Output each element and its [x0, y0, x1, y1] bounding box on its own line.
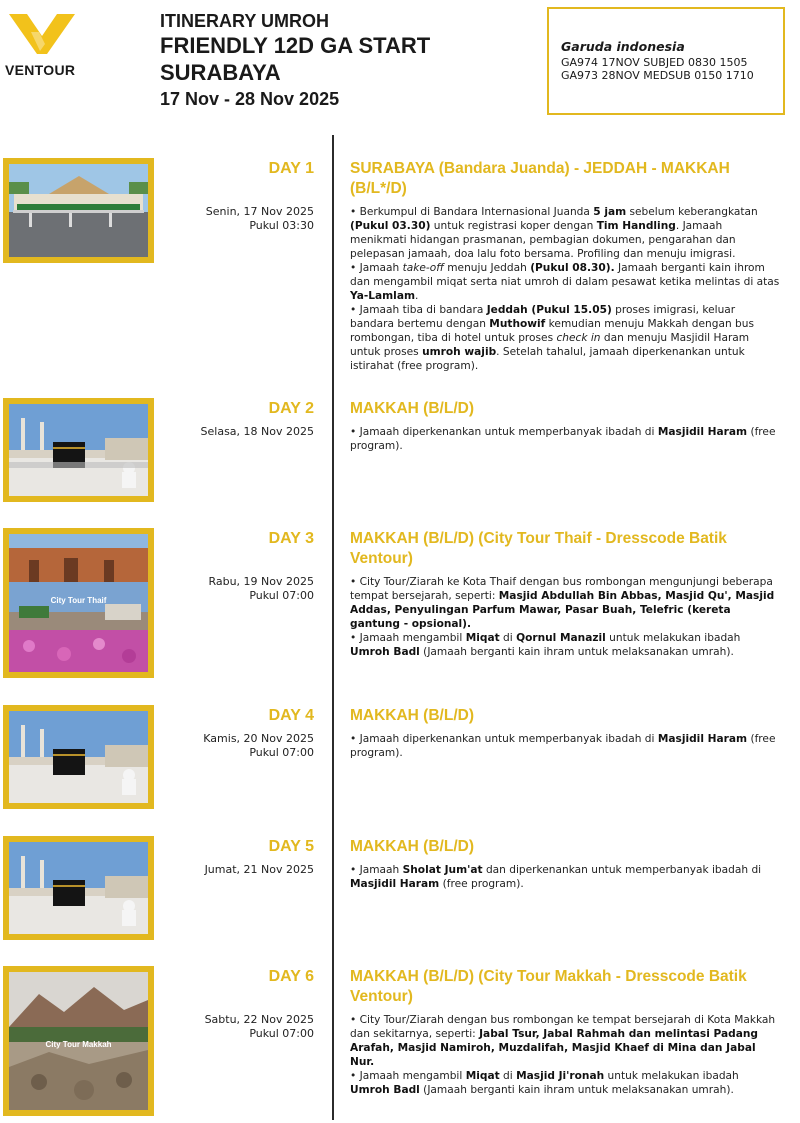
day-date	[201, 425, 314, 439]
text-run: untuk registrasi koper dengan	[430, 220, 597, 232]
text-run: • Berkumpul di Bandara Internasional Juanda	[350, 206, 594, 218]
kaaba-image	[9, 404, 148, 496]
day-date	[205, 863, 314, 877]
text-run: • City Tour/Ziarah dengan bus rombongan ke tempat bersejarah di Kota Makkah dan sekitarnya, seperti:	[350, 1014, 776, 1040]
description-paragraph	[350, 631, 780, 659]
title-line-2: FRIENDLY 12D GA START	[160, 33, 431, 58]
day-title: MAKKAH (B/L/D) (City Tour Makkah - Dresscode Batik Ventour)	[350, 968, 747, 1005]
text-run: dan diperkenankan untuk memperbanyak ibadah di	[482, 864, 762, 876]
description-paragraph	[350, 303, 780, 373]
text-run: proses imigrasi, keluar bandara bertemu dengan	[350, 304, 736, 330]
text-run: . Jamaah menikmati hidangan prasmanan, pembagian dokumen, pengarahan dan pelepasan jamaah, doa lalu foto bersama. Profiling dan menuju imigrasi.	[350, 220, 736, 260]
bold-text: Ya-Lamlam	[350, 290, 415, 302]
date-text: Kamis, 20 Nov 2025	[203, 732, 314, 745]
italic-text: take-off	[402, 262, 444, 274]
day-title: MAKKAH (B/L/D)	[350, 838, 474, 855]
text-run: di	[499, 632, 517, 644]
text-run: dan menuju Masjidil Haram untuk proses	[350, 332, 750, 358]
text-run: • Jamaah diperkenankan untuk memperbanyak ibadah di	[350, 733, 658, 745]
photo-caption: City Tour Thaif	[50, 596, 107, 605]
date-text: Selasa, 18 Nov 2025	[200, 425, 314, 438]
text-run: di	[499, 1070, 517, 1082]
day-photo	[3, 705, 154, 809]
day-content	[350, 529, 780, 659]
day-content	[350, 837, 780, 891]
kaaba-image	[9, 711, 148, 803]
text-run: • City Tour/Ziarah ke Kota Thaif dengan bus rombongan mengunjungi beberapa tempat bersejarah, seperti:	[350, 576, 773, 602]
day-label: DAY 5	[268, 838, 314, 855]
time-text: Pukul 07:00	[249, 1027, 314, 1040]
thaif-photo	[9, 534, 148, 672]
kaaba-photo	[9, 404, 148, 496]
text-run: untuk melakukan ibadah	[604, 1070, 739, 1082]
description-paragraph	[350, 425, 780, 453]
description-paragraph	[350, 205, 780, 261]
time-text: Pukul 03:30	[249, 219, 314, 232]
date-text: Jumat, 21 Nov 2025	[204, 863, 314, 876]
ventour-v-mark-icon	[9, 14, 75, 60]
day-label: DAY 2	[268, 400, 314, 417]
bold-text: Sholat Jum'at	[402, 864, 483, 876]
italic-text: check in	[556, 332, 601, 344]
text-run: .	[415, 290, 419, 302]
bold-text: Masjidil Haram	[657, 733, 748, 745]
text-run: menuju Jeddah	[443, 262, 531, 274]
day-photo	[3, 528, 154, 678]
day-photo	[3, 836, 154, 940]
day-content	[350, 967, 780, 1097]
kaaba-photo	[9, 842, 148, 934]
text-run: • Jamaah tiba di bandara	[350, 304, 487, 316]
logo-text: VENTOUR	[5, 62, 76, 78]
bold-text: Miqat	[465, 1070, 500, 1082]
airport-photo	[9, 164, 148, 257]
day-photo	[3, 158, 154, 263]
day-date	[203, 732, 314, 760]
kaaba-photo	[9, 711, 148, 803]
day-date	[206, 205, 314, 233]
text-run: (free program).	[439, 878, 524, 890]
bold-text: Jeddah (Pukul 15.05)	[486, 304, 612, 316]
bold-text: Masjid Ji'ronah	[516, 1070, 605, 1082]
date-text: Rabu, 19 Nov 2025	[208, 575, 314, 588]
day-date	[205, 1013, 314, 1041]
title-line-1: ITINERARY UMROH	[160, 11, 330, 31]
text-run: • Jamaah mengambil	[350, 632, 466, 644]
description-paragraph	[350, 863, 780, 891]
day-title: MAKKAH (B/L/D)	[350, 707, 474, 724]
time-text: Pukul 07:00	[249, 589, 314, 602]
flight-info-box	[547, 7, 785, 115]
bold-text: Miqat	[465, 632, 500, 644]
title-line-3: SURABAYA	[160, 60, 281, 85]
bold-text: Masjidil Haram	[350, 878, 440, 890]
bold-text: (Pukul 03.30)	[350, 220, 431, 232]
day-title: SURABAYA (Bandara Juanda) - JEDDAH - MAKKAH (B/L*/D)	[350, 160, 730, 197]
day-photo	[3, 966, 154, 1116]
day-label: DAY 1	[268, 160, 314, 177]
timeline-divider	[332, 135, 334, 1120]
outbound-flight: GA974 17NOV SUBJED 0830 1505	[561, 56, 748, 69]
day-label: DAY 4	[268, 707, 314, 724]
day-description	[350, 732, 780, 760]
bold-text: Jabal Tsur, Jabal Rahmah dan melintasi Padang Arafah, Masjid Namiroh, Muzdalifah, Masjid Khaef di Mina dan Jabal Nur.	[350, 1028, 759, 1068]
bold-text: Muthowif	[489, 318, 546, 330]
time-text: Pukul 07:00	[249, 746, 314, 759]
day-label: DAY 6	[268, 968, 314, 985]
text-run: sebelum keberangkatan	[626, 206, 758, 218]
description-paragraph	[350, 1013, 780, 1069]
juanda-airport-image	[9, 164, 148, 257]
day-description	[350, 205, 780, 373]
day-content	[350, 159, 780, 373]
text-run: . Setelah tahalul, jamaah diperkenankan untuk istirahat (free program).	[350, 346, 745, 372]
bold-text: Umroh Badl	[350, 1084, 420, 1096]
day-title: MAKKAH (B/L/D)	[350, 400, 474, 417]
text-run: • Jamaah	[350, 864, 403, 876]
inbound-flight: GA973 28NOV MEDSUB 0150 1710	[561, 69, 754, 82]
day-date	[208, 575, 314, 603]
description-paragraph	[350, 261, 780, 303]
bold-text: Masjid Abdullah Bin Abbas, Masjid Qu', Masjid Addas, Penyulingan Parfum Mawar, Pasar Buah, Telefric (kereta gantung - opsional).	[350, 590, 775, 630]
bold-text: Qornul Manazil	[516, 632, 606, 644]
text-run: • Jamaah diperkenankan untuk memperbanyak ibadah di	[350, 426, 658, 438]
day-description	[350, 575, 780, 659]
text-run: • Jamaah	[350, 262, 403, 274]
date-text: Senin, 17 Nov 2025	[205, 205, 314, 218]
text-run: (Jamaah berganti kain ihram untuk melaksanakan umrah).	[419, 646, 734, 658]
text-run: Jamaah berganti kain ihrom dan mengambil miqat serta niat umroh di dalam pesawat ketika melintas di atas	[350, 262, 780, 288]
day-label: DAY 3	[268, 530, 314, 547]
day-content	[350, 706, 780, 760]
bold-text: Tim Handling	[596, 220, 676, 232]
bold-text: (Pukul 08.30).	[530, 262, 615, 274]
airline-name: Garuda indonesia	[561, 39, 685, 54]
day-photo	[3, 398, 154, 502]
itinerary-title	[160, 10, 430, 110]
text-run: kemudian menuju Makkah dengan bus rombongan, tiba di hotel untuk proses	[350, 318, 755, 344]
text-run: untuk melakukan ibadah	[605, 632, 741, 644]
kaaba-image	[9, 842, 148, 934]
description-paragraph	[350, 732, 780, 760]
ventour-logo	[5, 14, 83, 78]
date-text: Sabtu, 22 Nov 2025	[204, 1013, 314, 1026]
bold-text: umroh wajib	[422, 346, 497, 358]
description-paragraph	[350, 575, 780, 631]
bold-text: Masjidil Haram	[657, 426, 748, 438]
bold-text: Umroh Badl	[350, 646, 420, 658]
text-run: (Jamaah berganti kain ihram untuk melaksanakan umrah).	[419, 1084, 734, 1096]
text-run: (free program).	[350, 426, 776, 452]
travel-dates: 17 Nov - 28 Nov 2025	[160, 89, 340, 109]
description-paragraph	[350, 1069, 780, 1097]
photo-caption: City Tour Makkah	[45, 1040, 112, 1049]
day-description	[350, 863, 780, 891]
day-description	[350, 425, 780, 453]
day-content	[350, 399, 780, 453]
day-title: MAKKAH (B/L/D) (City Tour Thaif - Dresscode Batik Ventour)	[350, 530, 727, 567]
day-description	[350, 1013, 780, 1097]
makkah-tour-photo	[9, 972, 148, 1110]
bold-text: 5 jam	[593, 206, 627, 218]
text-run: (free program).	[350, 733, 776, 759]
text-run: • Jamaah mengambil	[350, 1070, 466, 1082]
